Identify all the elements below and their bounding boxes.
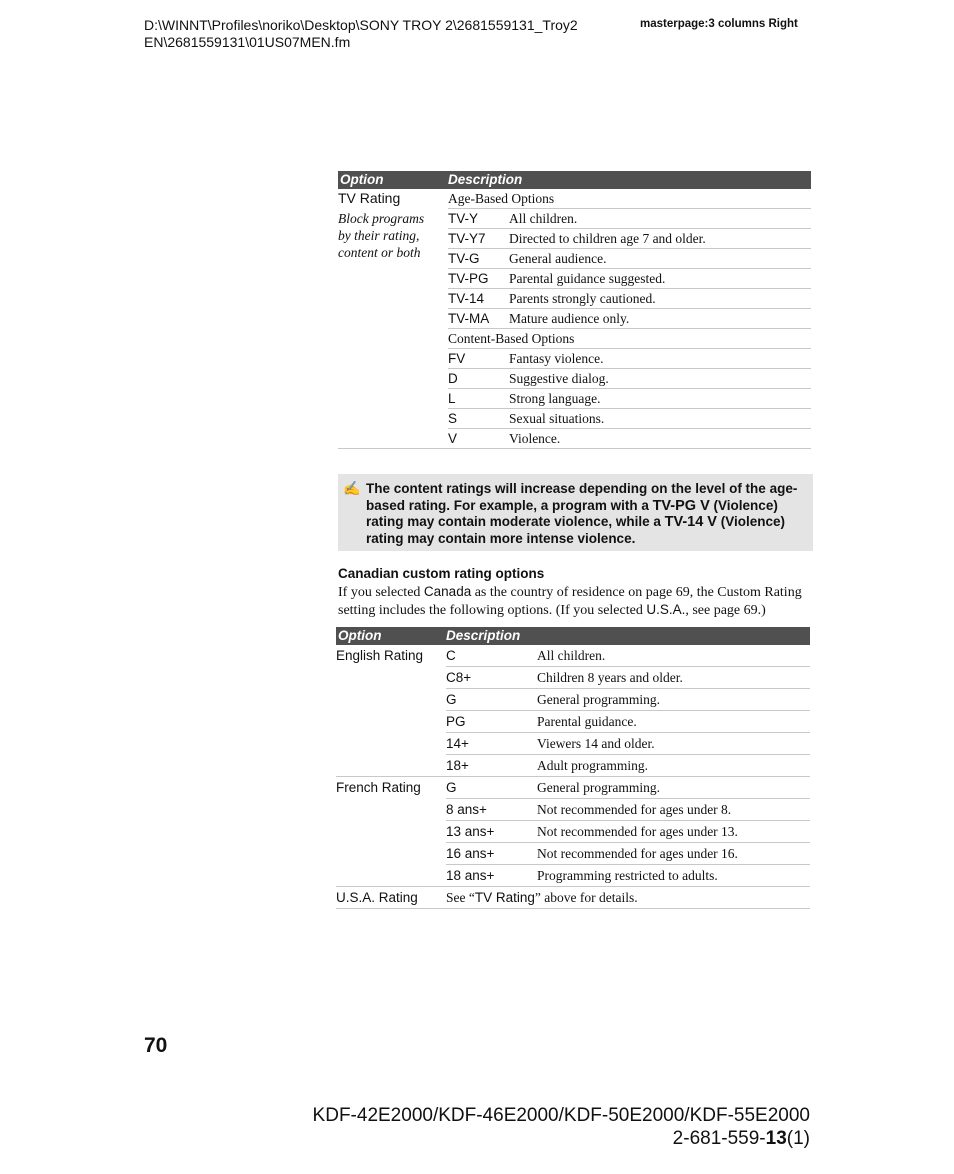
rating-code: 8 ans+ <box>446 799 537 821</box>
file-path-header <box>144 17 578 51</box>
column-header-option: Option <box>338 171 448 189</box>
rating-description: Adult programming. <box>537 755 810 777</box>
table-row <box>336 645 810 667</box>
rating-description: See “TV Rating” above for details. <box>446 887 810 909</box>
rating-description: Not recommended for ages under 8. <box>537 799 810 821</box>
document-code: 2-681-559-13(1) <box>672 1128 810 1149</box>
file-path-line-1: D:\WINNT\Profiles\noriko\Desktop\SONY TROY 2\2681559131_Troy2 <box>144 17 578 33</box>
canadian-rating-table <box>336 627 810 909</box>
rating-description: Children 8 years and older. <box>537 667 810 689</box>
column-header-description: Description <box>448 171 811 189</box>
country-name: Canada <box>423 584 472 599</box>
rating-code: C8+ <box>446 667 537 689</box>
rating-code: G <box>446 689 537 711</box>
rating-code: TV-MA <box>448 309 509 329</box>
column-header-description: Description <box>446 627 810 645</box>
cross-reference: TV Rating <box>474 890 535 905</box>
rating-description: Suggestive dialog. <box>509 369 811 389</box>
rating-code: TV-Y <box>448 209 509 229</box>
rating-code: TV-G <box>448 249 509 269</box>
rating-category: English Rating <box>336 645 446 777</box>
rating-description: General programming. <box>537 777 810 799</box>
rating-code: 14+ <box>446 733 537 755</box>
rating-description: General programming. <box>537 689 810 711</box>
rating-code: TV-14 V <box>664 514 717 530</box>
rating-description: Sexual situations. <box>509 409 811 429</box>
rating-code: C <box>446 645 537 667</box>
rating-description: Mature audience only. <box>509 309 811 329</box>
rating-code: S <box>448 409 509 429</box>
group-label: Age-Based Options <box>448 189 811 209</box>
rating-description: Parental guidance. <box>537 711 810 733</box>
file-path-line-2: EN\2681559131\01US07MEN.fm <box>144 34 351 50</box>
rating-code: FV <box>448 349 509 369</box>
rating-description: All children. <box>537 645 810 667</box>
rating-description: Fantasy violence. <box>509 349 811 369</box>
table-header-row <box>338 171 811 189</box>
rating-description: Parents strongly cautioned. <box>509 289 811 309</box>
rating-code: 18+ <box>446 755 537 777</box>
pencil-note-icon: ✍ <box>343 480 361 496</box>
rating-code: TV-PG V <box>652 497 710 514</box>
rating-description: All children. <box>509 209 811 229</box>
section-paragraph: If you selected Canada as the country of residence on page 69, the Custom Rating setting includes the following options. (If you selected U.S.A., see page 69.) <box>338 584 802 618</box>
table-row <box>336 887 810 909</box>
rating-code: V <box>448 429 509 449</box>
page-number: 70 <box>144 1034 168 1057</box>
note-box <box>338 474 813 551</box>
rating-code: PG <box>446 711 537 733</box>
rating-code: TV-Y7 <box>448 229 509 249</box>
us-rating-table <box>338 171 811 449</box>
rating-description: Not recommended for ages under 16. <box>537 843 810 865</box>
note-text: The content ratings will increase depending on the level of the age-based rating. For example, a program with a TV-PG V (Violence) rating may contain moderate violence, while a TV-14 V (Violence) rating may contain more intense violence. <box>366 481 798 546</box>
rating-category: French Rating <box>336 777 446 887</box>
rating-code: 18 ans+ <box>446 865 537 887</box>
rating-code: G <box>446 777 537 799</box>
masterpage-label: masterpage:3 columns Right <box>640 18 798 30</box>
table-header-row <box>336 627 810 645</box>
rating-description: Programming restricted to adults. <box>537 865 810 887</box>
rating-code: L <box>448 389 509 409</box>
rating-code: TV-14 <box>448 289 509 309</box>
rating-code: 13 ans+ <box>446 821 537 843</box>
group-row <box>338 189 811 209</box>
rating-code: TV-PG <box>448 269 509 289</box>
model-numbers: KDF-42E2000/KDF-46E2000/KDF-50E2000/KDF-55E2000 <box>312 1105 810 1126</box>
column-header-option: Option <box>336 627 446 645</box>
rating-code: 16 ans+ <box>446 843 537 865</box>
option-cell <box>338 189 448 449</box>
rating-description: Not recommended for ages under 13. <box>537 821 810 843</box>
rating-description: Violence. <box>509 429 811 449</box>
option-name: TV Rating <box>338 190 401 206</box>
rating-description: Viewers 14 and older. <box>537 733 810 755</box>
table-row <box>336 777 810 799</box>
rating-description: Parental guidance suggested. <box>509 269 811 289</box>
rating-code: D <box>448 369 509 389</box>
section-title: Canadian custom rating options <box>338 566 545 581</box>
rating-category: U.S.A. Rating <box>336 887 446 909</box>
rating-description: General audience. <box>509 249 811 269</box>
rating-description: Directed to children age 7 and older. <box>509 229 811 249</box>
rating-description: Strong language. <box>509 389 811 409</box>
option-description: Block programs by their rating, content or both <box>338 211 425 260</box>
country-name: U.S.A. <box>646 601 686 617</box>
group-label: Content-Based Options <box>448 329 811 349</box>
